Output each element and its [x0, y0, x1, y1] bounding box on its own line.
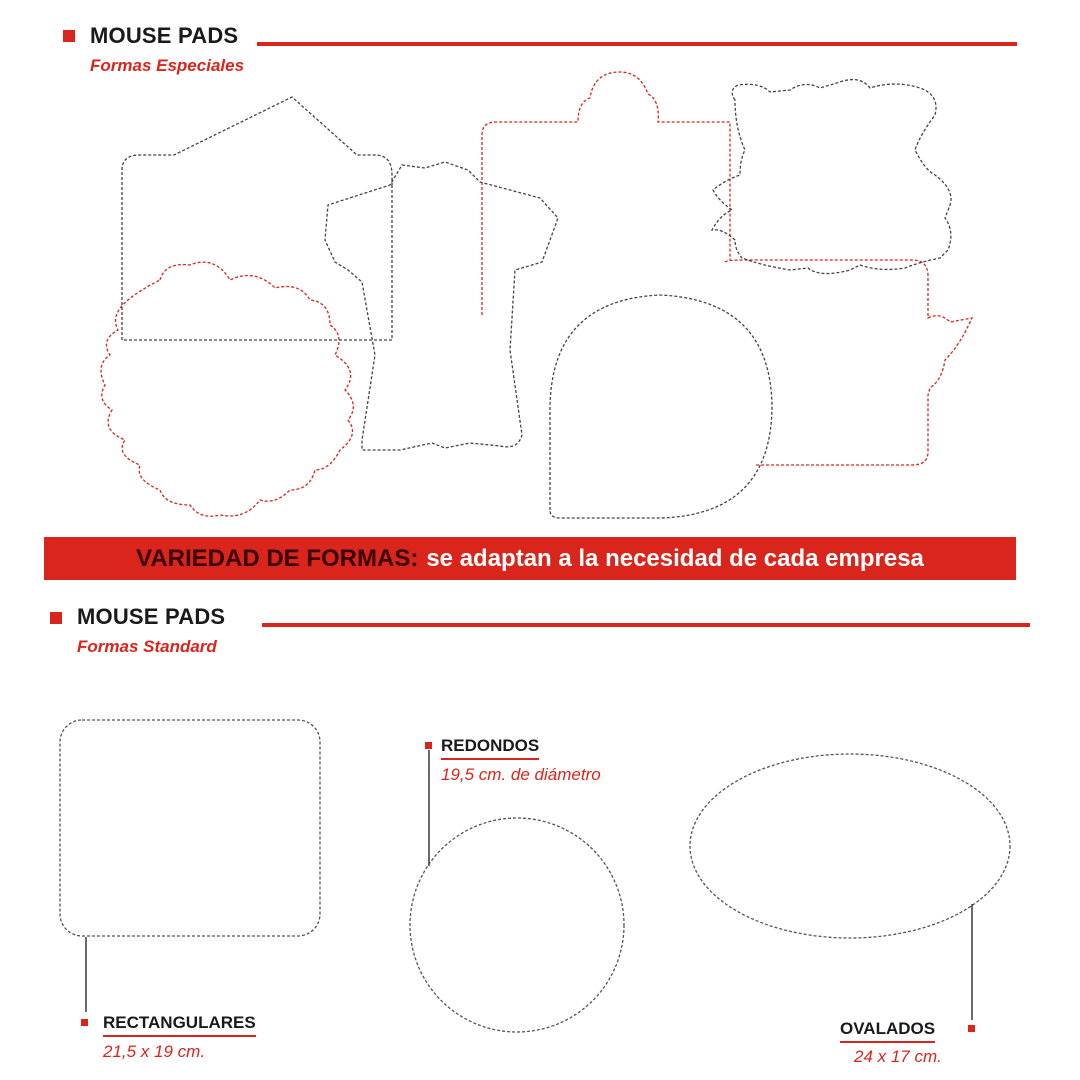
section-subtitle-standard: Formas Standard	[77, 637, 217, 656]
section-subtitle-especiales: Formas Especiales	[90, 56, 245, 75]
oval-label: OVALADOS	[840, 1019, 935, 1043]
oval-dimensions: 24 x 17 cm.	[854, 1047, 942, 1066]
banner-text: se adaptan a la necesidad de cada empresa	[426, 544, 924, 572]
round-dimensions: 19,5 cm. de diámetro	[441, 765, 601, 784]
rectangular-label: RECTANGULARES	[103, 1013, 256, 1037]
rectangular-leader-dot	[81, 1019, 88, 1026]
round-pad-outline	[410, 818, 624, 1032]
banner-lead-text: VARIEDAD DE FORMAS:	[136, 544, 419, 572]
section-title-especiales: MOUSE PADS	[90, 23, 239, 48]
round-label: REDONDOS	[441, 736, 539, 760]
oval-leader-dot	[968, 1025, 975, 1032]
rectangular-dimensions: 21,5 x 19 cm.	[103, 1042, 206, 1061]
rectangular-pad-outline	[60, 720, 320, 936]
section-title-standard: MOUSE PADS	[77, 604, 226, 629]
oval-pad-outline	[690, 754, 1010, 938]
round-leader-dot	[425, 742, 432, 749]
